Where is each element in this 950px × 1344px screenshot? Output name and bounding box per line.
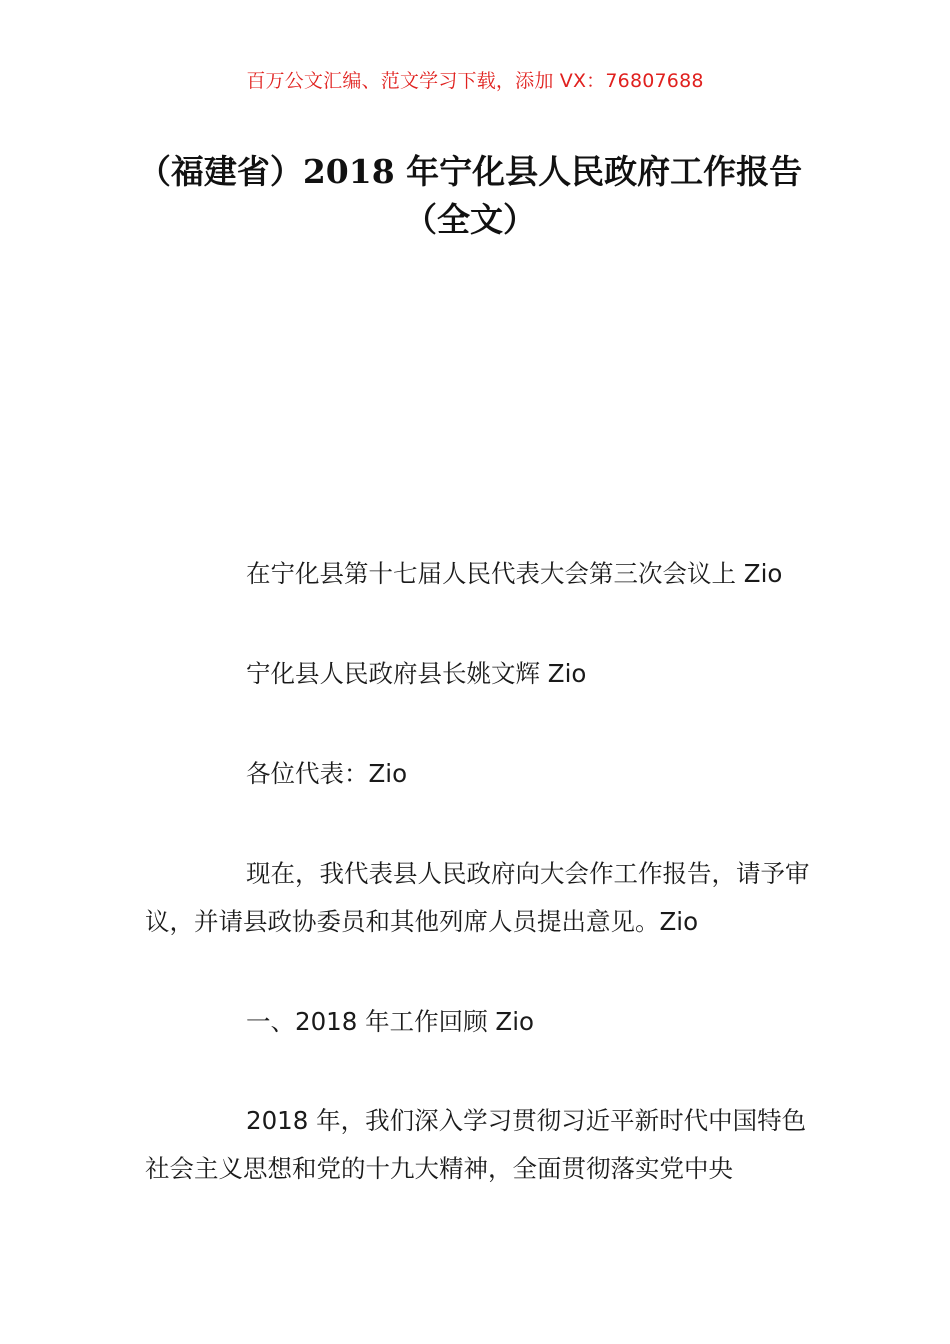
paragraph-speaker: 宁化县人民政府县长姚文辉 Zio (246, 659, 587, 688)
paragraph-salutation: 各位代表：Zio (246, 759, 408, 788)
header-note: 百万公文汇编、范文学习下载，添加 VX：76807688 (246, 70, 704, 92)
paragraph-intro: 现在，我代表县人民政府向大会作工作报告，请予审议，并请县政协委员和其他列席人员提出意见。Zio (145, 859, 810, 936)
section-heading-review: 一、2018 年工作回顾 Zio (246, 1007, 535, 1036)
paragraph-review-body: 2018 年，我们深入学习贯彻习近平新时代中国特色社会主义思想和党的十九大精神，全面贯彻落实党中央 (145, 1106, 807, 1183)
paragraph-meeting: 在宁化县第十七届人民代表大会第三次会议上 Zio (246, 559, 783, 588)
document-title: （福建省）2018 年宁化县人民政府工作报告（全文） (137, 152, 803, 239)
